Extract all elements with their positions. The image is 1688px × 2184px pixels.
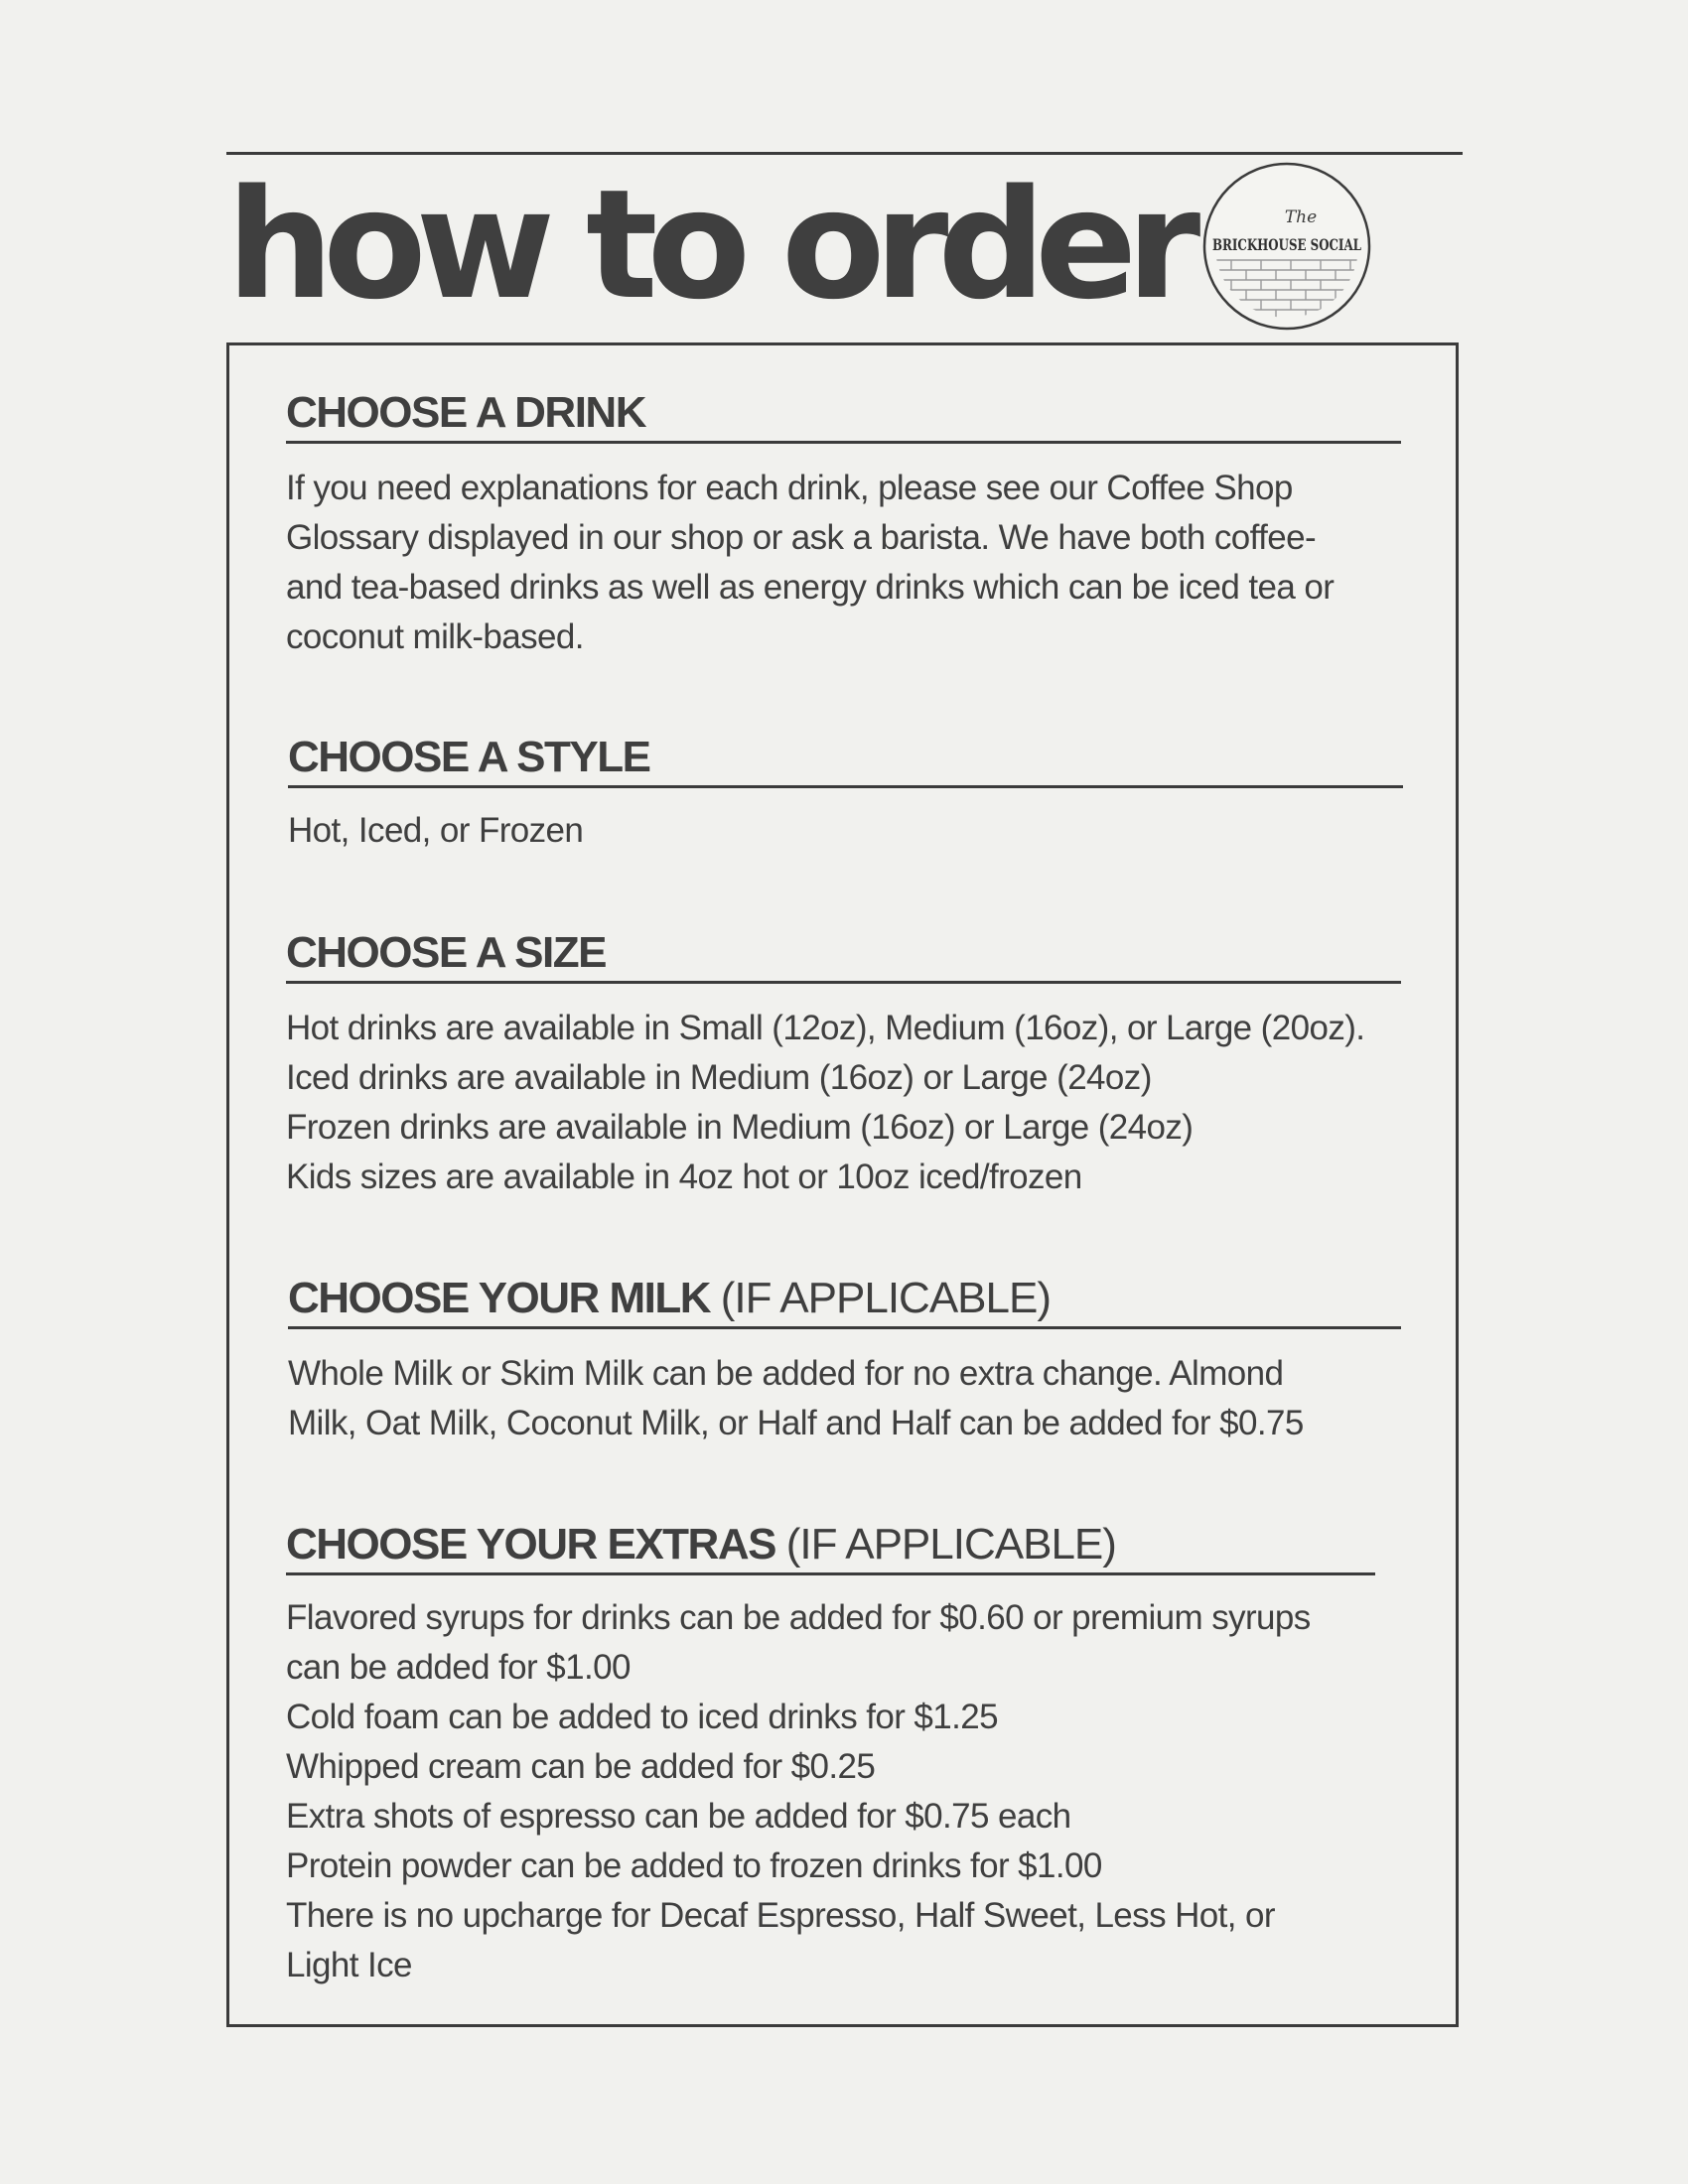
section-heading-qualifier: (IF APPLICABLE) bbox=[785, 1520, 1116, 1569]
section-choose-milk bbox=[288, 1273, 1401, 1448]
section-divider bbox=[286, 1572, 1375, 1575]
body-line: Whole Milk or Skim Milk can be added for no extra change. Almond bbox=[288, 1354, 1284, 1393]
body-line: Iced drinks are available in Medium (16oz) or Large (24oz) bbox=[286, 1058, 1152, 1097]
body-line: coconut milk-based. bbox=[286, 617, 584, 656]
section-heading-text: CHOOSE A STYLE bbox=[288, 733, 650, 781]
section-body bbox=[288, 1349, 1401, 1448]
body-line: Flavored syrups for drinks can be added for $0.60 or premium syrups bbox=[286, 1598, 1311, 1637]
top-rule bbox=[226, 152, 1463, 155]
section-heading-text: CHOOSE YOUR MILK bbox=[288, 1274, 711, 1322]
section-body bbox=[286, 1593, 1375, 1990]
body-line: Protein powder can be added to frozen drinks for $1.00 bbox=[286, 1846, 1102, 1885]
logo-name: BRICKHOUSE SOCIAL bbox=[1212, 235, 1362, 254]
logo-script-text: The bbox=[1284, 207, 1318, 227]
section-divider bbox=[286, 981, 1401, 984]
section-heading-qualifier: (IF APPLICABLE) bbox=[720, 1274, 1051, 1322]
body-line: Glossary displayed in our shop or ask a barista. We have both coffee- bbox=[286, 518, 1317, 557]
body-line: can be added for $1.00 bbox=[286, 1648, 631, 1687]
body-line: Kids sizes are available in 4oz hot or 10oz iced/frozen bbox=[286, 1158, 1082, 1196]
section-heading-text: CHOOSE A SIZE bbox=[286, 928, 606, 977]
section-choose-style bbox=[288, 732, 1403, 856]
body-line: Light Ice bbox=[286, 1946, 412, 1984]
section-choose-drink bbox=[286, 387, 1401, 662]
section-heading bbox=[286, 927, 1401, 979]
section-heading-text: CHOOSE YOUR EXTRAS bbox=[286, 1520, 775, 1569]
body-line: Cold foam can be added to iced drinks for $1.25 bbox=[286, 1698, 998, 1736]
section-heading bbox=[286, 1519, 1375, 1570]
section-body bbox=[286, 1004, 1401, 1202]
section-heading bbox=[286, 387, 1401, 439]
how-to-order-panel bbox=[226, 342, 1459, 2027]
body-line: Milk, Oat Milk, Coconut Milk, or Half and Half can be added for $0.75 bbox=[288, 1404, 1304, 1442]
body-line: There is no upcharge for Decaf Espresso, Half Sweet, Less Hot, or bbox=[286, 1896, 1275, 1935]
section-choose-extras bbox=[286, 1519, 1375, 1990]
section-heading bbox=[288, 732, 1403, 783]
section-body bbox=[288, 806, 1403, 856]
body-line: and tea-based drinks as well as energy drinks which can be iced tea or bbox=[286, 568, 1335, 607]
section-divider bbox=[286, 441, 1401, 444]
section-heading bbox=[288, 1273, 1401, 1324]
body-line: Extra shots of espresso can be added for $0.75 each bbox=[286, 1797, 1071, 1836]
section-heading-text: CHOOSE A DRINK bbox=[286, 388, 645, 437]
section-body bbox=[286, 464, 1401, 662]
body-line: Hot, Iced, or Frozen bbox=[288, 811, 584, 850]
body-line: Frozen drinks are available in Medium (16oz) or Large (24oz) bbox=[286, 1108, 1194, 1147]
page-title: how to order bbox=[226, 157, 1191, 333]
body-line: Hot drinks are available in Small (12oz), Medium (16oz), or Large (20oz). bbox=[286, 1009, 1365, 1047]
body-line: If you need explanations for each drink, please see our Coffee Shop bbox=[286, 469, 1293, 507]
section-choose-size bbox=[286, 927, 1401, 1202]
section-divider bbox=[288, 1326, 1401, 1329]
section-divider bbox=[288, 785, 1403, 788]
body-line: Whipped cream can be added for $0.25 bbox=[286, 1747, 876, 1786]
brickhouse-social-logo bbox=[1201, 161, 1372, 332]
